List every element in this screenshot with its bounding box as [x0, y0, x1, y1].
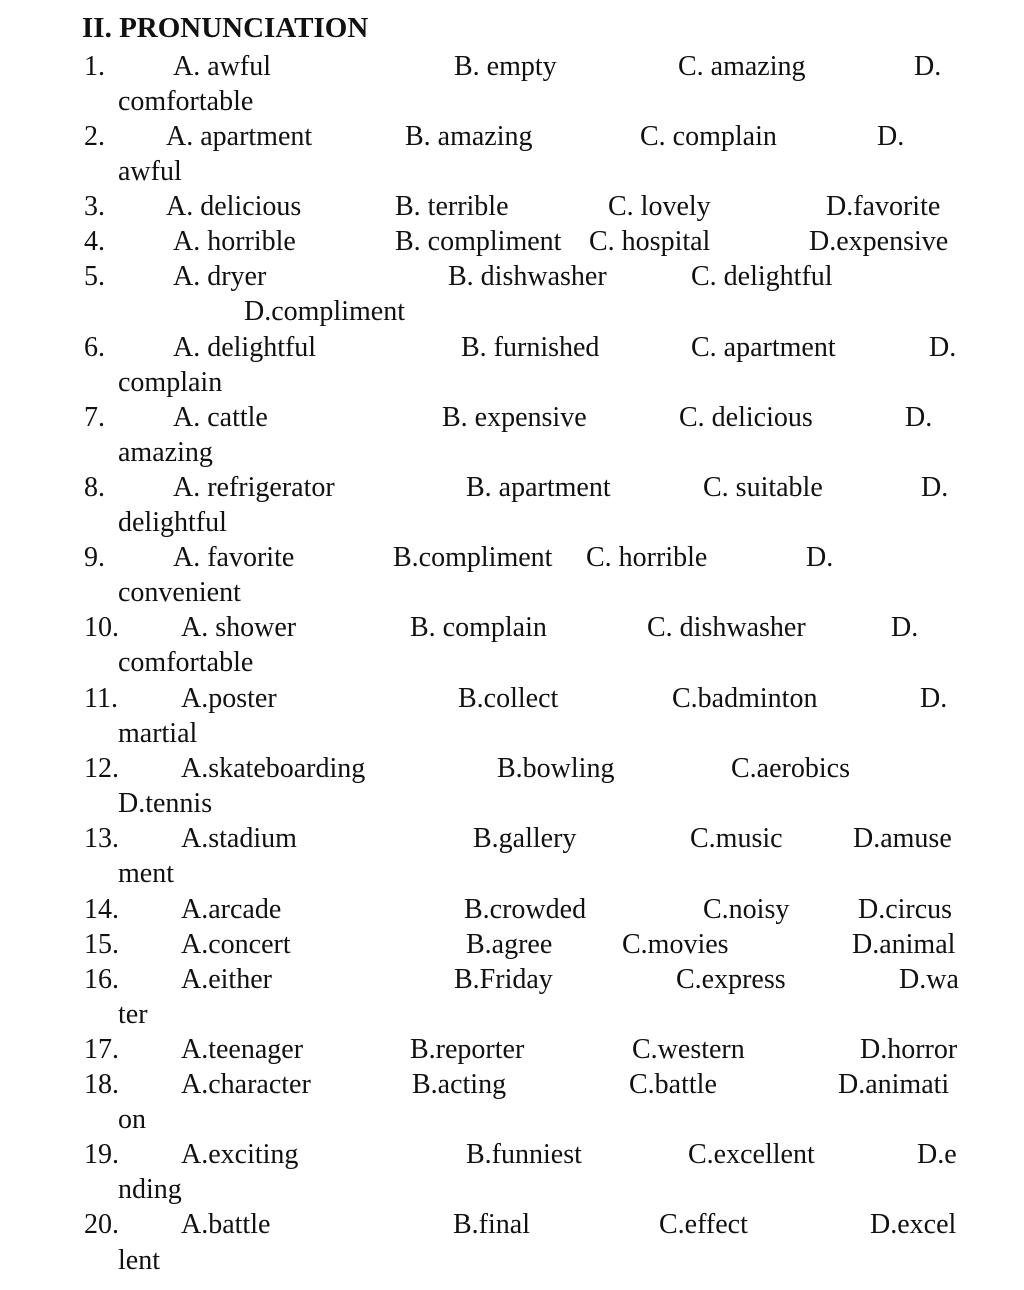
question-number: 20. [84, 1209, 119, 1240]
option-a: A.skateboarding [181, 753, 366, 784]
option-b: B.gallery [473, 823, 577, 854]
option-b: B.compliment [393, 542, 553, 573]
option-a: A.arcade [181, 894, 282, 925]
option-a: A.either [181, 964, 272, 995]
option-d-continued: comfortable [118, 647, 254, 678]
option-c: C. complain [640, 121, 777, 152]
option-b: B.final [453, 1209, 530, 1240]
question-number: 18. [84, 1069, 119, 1100]
option-b: B. complain [410, 612, 547, 643]
option-c: C.effect [659, 1209, 748, 1240]
option-b: B.funniest [466, 1139, 582, 1170]
question-number: 15. [84, 929, 119, 960]
page-title: II. PRONUNCIATION [82, 12, 369, 44]
option-b: B. dishwasher [448, 261, 607, 292]
question-number: 6. [84, 332, 105, 363]
option-a: A. apartment [166, 121, 313, 152]
option-d-continued: awful [118, 156, 182, 187]
option-b: B. expensive [442, 402, 587, 433]
option-b: B. furnished [461, 332, 600, 363]
question-number: 7. [84, 402, 105, 433]
option-c: C.express [676, 964, 786, 995]
option-b: B.agree [466, 929, 553, 960]
option-a: A. shower [181, 612, 297, 643]
option-c: C.excellent [688, 1139, 815, 1170]
option-c: C. delightful [691, 261, 833, 292]
question-number: 1. [84, 51, 105, 82]
option-d: D.tennis [118, 788, 213, 819]
option-c: C.aerobics [731, 753, 850, 784]
option-a: A.exciting [181, 1139, 299, 1170]
option-d: D.animal [852, 929, 956, 960]
option-d: D.animati [838, 1069, 950, 1100]
option-c: C.noisy [703, 894, 790, 925]
question-number: 11. [84, 683, 118, 714]
option-a: A. cattle [173, 402, 268, 433]
question-number: 12. [84, 753, 119, 784]
option-b: B. amazing [405, 121, 533, 152]
question-number: 10. [84, 612, 119, 643]
option-d: D. [929, 332, 957, 363]
option-a: A.battle [181, 1209, 271, 1240]
option-d: D.circus [858, 894, 953, 925]
question-number: 14. [84, 894, 119, 925]
option-d: D.horror [860, 1034, 958, 1065]
option-d: D. [891, 612, 919, 643]
option-d-continued: amazing [118, 437, 213, 468]
option-d: D. [905, 402, 933, 433]
option-b: B.crowded [464, 894, 587, 925]
option-d: D.expensive [809, 226, 949, 257]
option-c: C.western [632, 1034, 745, 1065]
option-d: D.excel [870, 1209, 957, 1240]
option-a: A. refrigerator [173, 472, 335, 503]
option-d: D.e [917, 1139, 957, 1170]
option-c: C. apartment [691, 332, 836, 363]
option-d: D. [877, 121, 905, 152]
option-d: D. [920, 683, 948, 714]
question-number: 2. [84, 121, 105, 152]
option-d-continued: on [118, 1104, 146, 1135]
question-number: 8. [84, 472, 105, 503]
option-d: D. [914, 51, 942, 82]
option-d: D.favorite [826, 191, 941, 222]
option-a: A.concert [181, 929, 291, 960]
option-a: A. delightful [173, 332, 317, 363]
option-c: C. suitable [703, 472, 823, 503]
option-a: A. dryer [173, 261, 267, 292]
option-b: B.Friday [454, 964, 553, 995]
option-c: C. horrible [586, 542, 708, 573]
option-c: C.movies [622, 929, 729, 960]
option-c: C. hospital [589, 226, 711, 257]
option-d-continued: convenient [118, 577, 241, 608]
option-b: B. terrible [395, 191, 509, 222]
option-d: D.amuse [853, 823, 952, 854]
option-c: C.battle [629, 1069, 717, 1100]
question-number: 13. [84, 823, 119, 854]
question-number: 3. [84, 191, 105, 222]
option-a: A.teenager [181, 1034, 304, 1065]
option-d-continued: ment [118, 858, 174, 889]
option-c: C. dishwasher [647, 612, 806, 643]
question-number: 4. [84, 226, 105, 257]
option-b: B.acting [412, 1069, 507, 1100]
option-a: A.character [181, 1069, 311, 1100]
option-d: D. [921, 472, 949, 503]
option-d: D.compliment [244, 296, 405, 327]
option-d: D.wa [899, 964, 959, 995]
option-b: B.bowling [497, 753, 615, 784]
option-b: B. apartment [466, 472, 611, 503]
option-a: A. favorite [173, 542, 295, 573]
option-d-continued: ter [118, 999, 148, 1030]
option-d: D. [806, 542, 834, 573]
option-a: A.poster [181, 683, 277, 714]
option-c: C.music [690, 823, 783, 854]
option-a: A. horrible [173, 226, 296, 257]
option-b: B. empty [454, 51, 557, 82]
option-b: B. compliment [395, 226, 562, 257]
option-a: A.stadium [181, 823, 297, 854]
question-number: 16. [84, 964, 119, 995]
option-d-continued: nding [118, 1174, 182, 1205]
option-a: A. delicious [166, 191, 302, 222]
option-c: C. delicious [679, 402, 813, 433]
option-b: B.collect [458, 683, 559, 714]
option-b: B.reporter [410, 1034, 525, 1065]
option-d-continued: lent [118, 1245, 160, 1276]
option-c: C. amazing [678, 51, 806, 82]
option-d-continued: comfortable [118, 86, 254, 117]
question-number: 19. [84, 1139, 119, 1170]
option-d-continued: delightful [118, 507, 227, 538]
question-number: 9. [84, 542, 105, 573]
option-d-continued: complain [118, 367, 223, 398]
option-d-continued: martial [118, 718, 198, 749]
option-c: C.badminton [672, 683, 818, 714]
option-a: A. awful [173, 51, 271, 82]
question-number: 5. [84, 261, 105, 292]
question-number: 17. [84, 1034, 119, 1065]
option-c: C. lovely [608, 191, 711, 222]
